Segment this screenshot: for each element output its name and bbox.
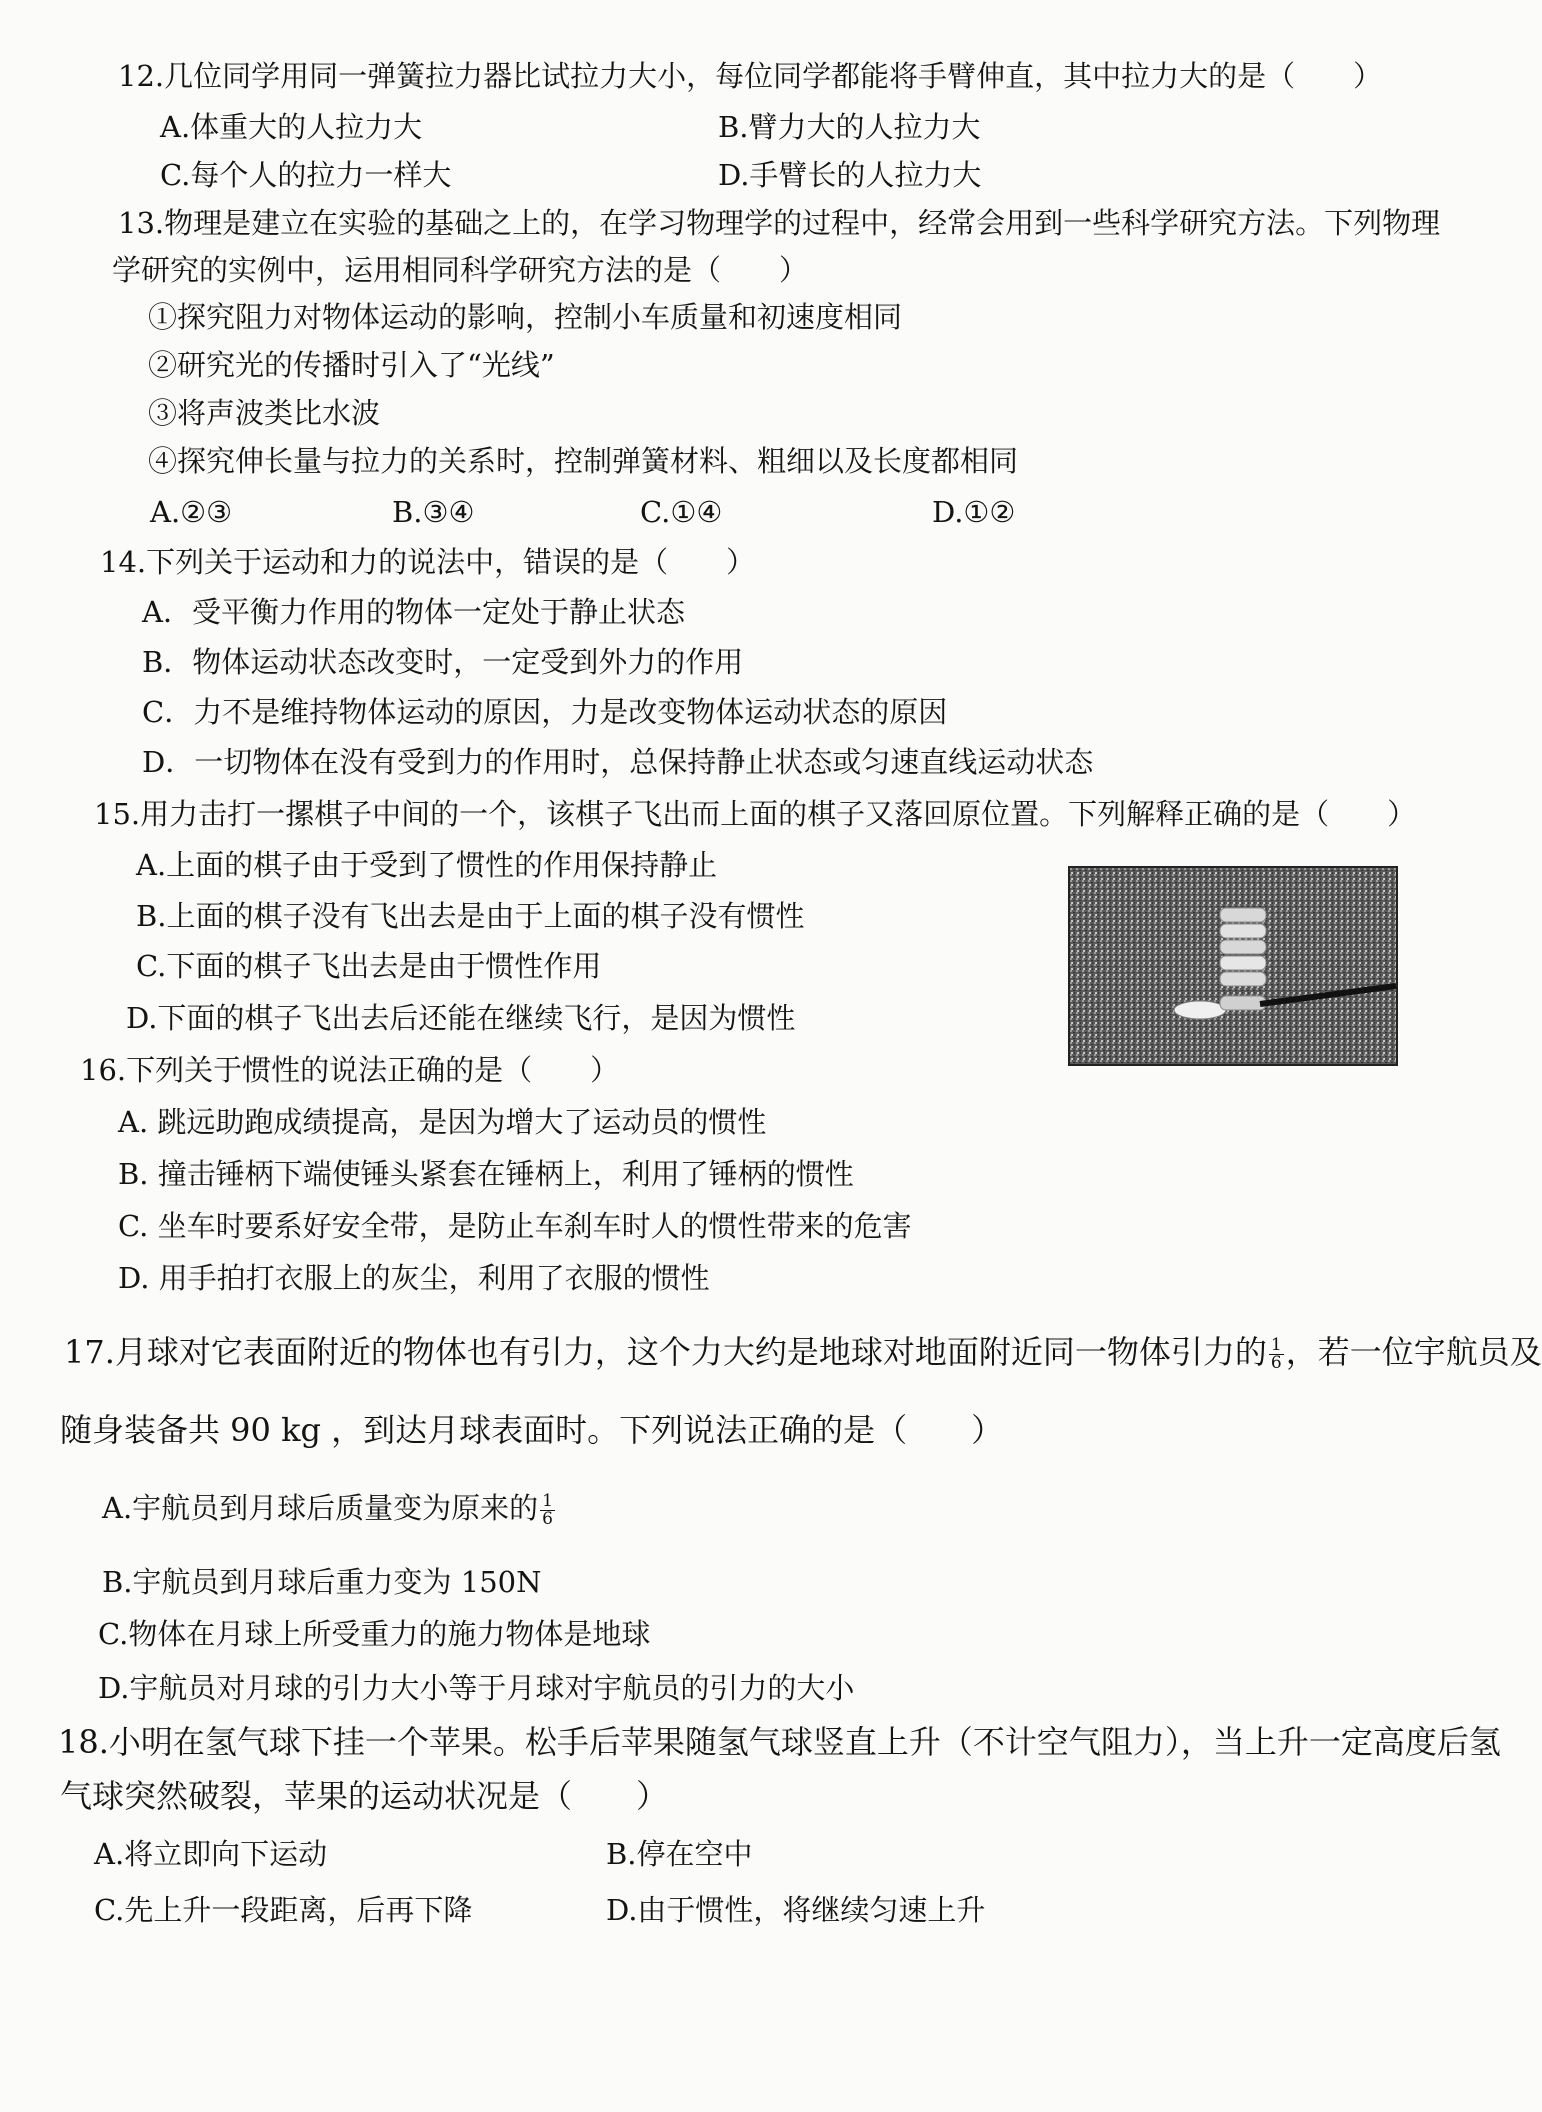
q18-option-c: C.先上升一段距离，后再下降 xyxy=(94,1893,473,1927)
q15-stem: 15.用力击打一摞棋子中间的一个，该棋子飞出而上面的棋子又落回原位置。下列解释正确的是（ ） xyxy=(94,797,1417,831)
q13-item-3: ③将声波类比水波 xyxy=(148,396,381,430)
q14-stem: 14.下列关于运动和力的说法中，错误的是（ ） xyxy=(100,545,756,579)
one-sixth-fraction: $\frac{1}{6}$ xyxy=(1270,1335,1282,1373)
q17-option-a-text: A.宇航员到月球后质量变为原来的 xyxy=(102,1491,539,1525)
q12-stem: 12.几位同学用同一弹簧拉力器比试拉力大小，每位同学都能将手臂伸直，其中拉力大的是（ ） xyxy=(118,59,1383,93)
q17-option-b: B.宇航员到月球后重力变为 150N xyxy=(102,1565,542,1599)
q14-option-c: C．力不是维持物体运动的原因，力是改变物体运动状态的原因 xyxy=(142,695,948,729)
chess-stack-photo xyxy=(1068,866,1398,1066)
q16-option-c: C. 坐车时要系好安全带，是防止车刹车时人的惯性带来的危害 xyxy=(118,1209,912,1243)
q17-option-d: D.宇航员对月球的引力大小等于月球对宇航员的引力的大小 xyxy=(98,1671,855,1705)
q15-option-c: C.下面的棋子飞出去是由于惯性作用 xyxy=(136,949,602,983)
q12-option-c: C.每个人的拉力一样大 xyxy=(160,158,452,192)
q15-option-a: A.上面的棋子由于受到了惯性的作用保持静止 xyxy=(136,848,718,882)
q15-option-d: D.下面的棋子飞出去后还能在继续飞行，是因为惯性 xyxy=(126,1001,796,1035)
q13-option-b: B.③④ xyxy=(392,495,475,529)
q13-item-4: ④探究伸长量与拉力的关系时，控制弹簧材料、粗细以及长度都相同 xyxy=(148,444,1019,478)
q15-option-b: B.上面的棋子没有飞出去是由于上面的棋子没有惯性 xyxy=(136,899,805,933)
q13-option-a: A.②③ xyxy=(150,495,233,529)
q13-stem-line1: 13.物理是建立在实验的基础之上的，在学习物理学的过程中，经常会用到一些科学研究方法。下列物理 xyxy=(118,206,1441,240)
q16-stem: 16.下列关于惯性的说法正确的是（ ） xyxy=(80,1053,620,1087)
q16-option-d: D. 用手拍打衣服上的灰尘，利用了衣服的惯性 xyxy=(118,1261,710,1295)
q16-option-a: A. 跳远助跑成绩提高，是因为增大了运动员的惯性 xyxy=(118,1105,767,1139)
q17-option-c: C.物体在月球上所受重力的施力物体是地球 xyxy=(98,1617,651,1651)
q18-option-b: B.停在空中 xyxy=(606,1837,753,1871)
q17-option-a xyxy=(102,1488,557,1528)
q17-stem-line2: 随身装备共 90 kg ，到达月球表面时。下列说法正确的是（ ） xyxy=(60,1411,1004,1449)
q17-stem-line1 xyxy=(64,1332,1542,1372)
q13-option-d: D.①② xyxy=(932,495,1016,529)
q13-option-c: C.①④ xyxy=(640,495,723,529)
q18-stem-line1: 18.小明在氢气球下挂一个苹果。松手后苹果随氢气球竖直上升（不计空气阻力），当上升一定高度后氢 xyxy=(58,1723,1501,1761)
q16-option-b: B. 撞击锤柄下端使锤头紧套在锤柄上，利用了锤柄的惯性 xyxy=(118,1157,854,1191)
q17-stem-line1-b: ，若一位宇航员及 xyxy=(1285,1333,1542,1371)
q12-option-b: B.臂力大的人拉力大 xyxy=(718,110,981,144)
q14-option-b: B．物体运动状态改变时，一定受到外力的作用 xyxy=(142,645,744,679)
q17-stem-line1-a: 17.月球对它表面附近的物体也有引力，这个力大约是地球对地面附近同一物体引力的 xyxy=(64,1333,1267,1371)
q18-option-d: D.由于惯性，将继续匀速上升 xyxy=(606,1893,986,1927)
q12-option-d: D.手臂长的人拉力大 xyxy=(718,158,982,192)
q12-option-a: A.体重大的人拉力大 xyxy=(160,110,423,144)
q13-item-2: ②研究光的传播时引入了“光线” xyxy=(148,348,555,382)
q18-option-a: A.将立即向下运动 xyxy=(94,1837,328,1871)
q14-option-d: D．一切物体在没有受到力的作用时，总保持静止状态或匀速直线运动状态 xyxy=(142,745,1094,779)
one-sixth-fraction: $\frac{1}{6}$ xyxy=(542,1490,553,1529)
q18-stem-line2: 气球突然破裂，苹果的运动状况是（ ） xyxy=(60,1777,669,1815)
q14-option-a: A．受平衡力作用的物体一定处于静止状态 xyxy=(142,595,685,629)
q13-stem-line2: 学研究的实例中，运用相同科学研究方法的是（ ） xyxy=(112,253,809,287)
q13-item-1: ①探究阻力对物体运动的影响，控制小车质量和初速度相同 xyxy=(148,300,903,334)
